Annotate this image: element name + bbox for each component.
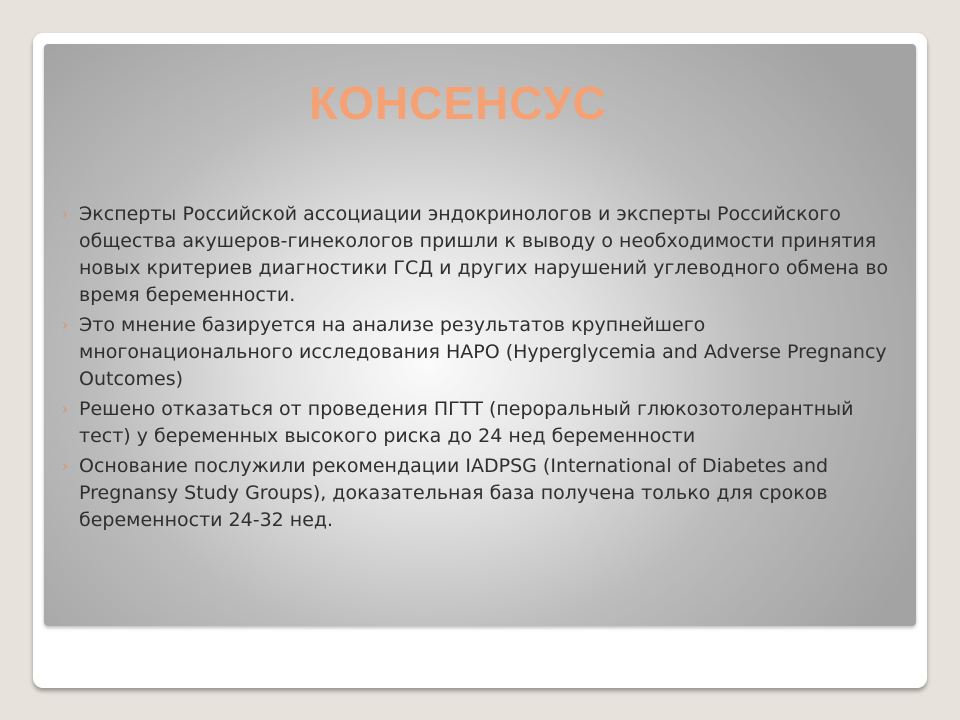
chevron-bullet-icon: › (62, 457, 68, 475)
bullet-item (62, 201, 902, 309)
bullet-text: Решено отказаться от проведения ПГТТ (пероральный глюкозотолерантный тест) у беременных высокого риска до 24 нед беременности (79, 398, 854, 447)
chevron-bullet-icon: › (62, 400, 68, 418)
chevron-bullet-icon: › (62, 316, 68, 334)
bullet-item (62, 312, 902, 393)
bullet-item (62, 453, 902, 534)
bullet-list (62, 201, 902, 537)
bullet-item (62, 396, 902, 450)
bullet-text: Основание послужили рекомендации IADPSG (International of Diabetes and Pregnansy Study Groups), доказательная база получена только для сроков беременности 24-32 нед. (79, 455, 829, 531)
chevron-bullet-icon: › (62, 205, 68, 223)
bullet-text: Это мнение базируется на анализе результатов крупнейшего многонационального исследования НАРО (Hyperglycemia and Adverse Pregnancy Outcomes) (79, 314, 887, 390)
bullet-text: Эксперты Российской ассоциации эндокринологов и эксперты Российского общества акушеров-гинекологов пришли к выводу о необходимости принятия новых критериев диагностики ГСД и других нарушений углеводного обмена во время беременности. (79, 203, 889, 306)
slide-title: КОНСЕНСУС (309, 77, 607, 129)
